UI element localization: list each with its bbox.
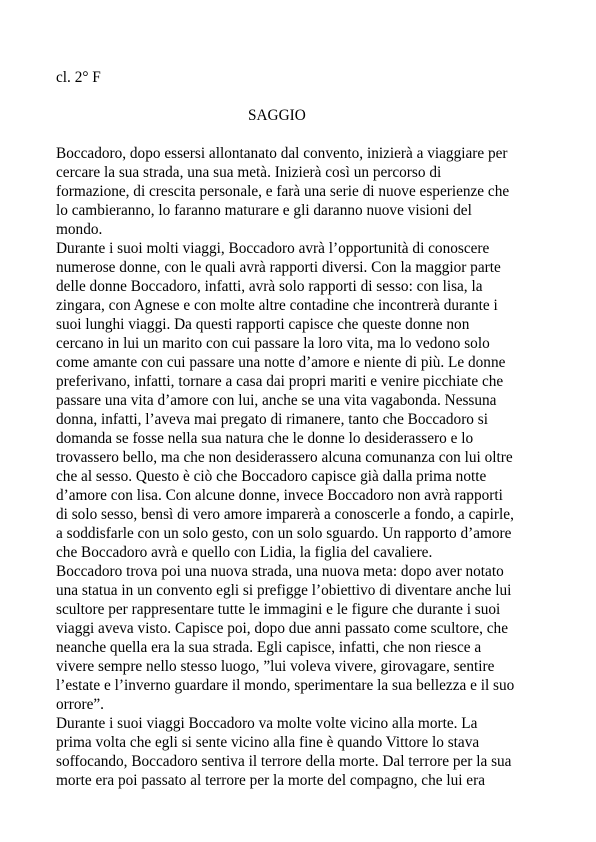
document-page [56, 68, 526, 790]
text-line: formazione, di crescita personale, e farà una serie di nuove esperienze che [56, 183, 510, 200]
text-line: Durante i suoi viaggi Boccadoro va molte volte vicino alla morte. La [56, 715, 478, 732]
text-line: trovassero bello, ma che non desiderassero alcuna comunanza con lui oltre [56, 449, 513, 466]
text-line: come amante con cui passare una notte d’amore e niente di più. Le donne [56, 354, 506, 371]
text-line: che Boccadoro avrà e quello con Lidia, la figlia del cavaliere. [56, 544, 433, 561]
text-line: domanda se fosse nella sua natura che le donne lo desiderassero e lo [56, 430, 474, 447]
essay-paragraph [56, 239, 526, 562]
text-line: una statua in un convento egli si prefigge l’obiettivo di diventare anche lui [56, 582, 512, 599]
text-line: neanche quella era la sua strada. Egli capisce, infatti, che non riesce a [56, 639, 482, 656]
text-line: donna, infatti, l’aveva mai pregato di rimanere, tanto che Boccadoro si [56, 411, 488, 428]
essay-title: SAGGIO [248, 107, 306, 124]
class-label: cl. 2° F [56, 69, 101, 86]
text-line: cercano in lui un marito con cui passare la loro vita, ma lo vedono solo [56, 335, 490, 352]
text-line: zingara, con Agnese e con molte altre contadine che incontrerà durante i [56, 297, 498, 314]
text-line: orrore”. [56, 696, 104, 713]
text-line: mondo. [56, 221, 103, 238]
text-line: morte era poi passato al terrore per la morte del compagno, che lui era [56, 772, 485, 789]
text-line: lo cambieranno, lo faranno maturare e gli daranno nuove visioni del [56, 202, 472, 219]
essay-paragraph [56, 562, 526, 714]
text-line: d’amore con lisa. Con alcune donne, invece Boccadoro non avrà rapporti [56, 487, 503, 504]
text-line: suoi lunghi viaggi. Da questi rapporti capisce che queste donne non [56, 316, 470, 333]
text-line: che al sesso. Questo è ciò che Boccadoro capisce già dalla prima notte [56, 468, 487, 485]
text-line: Boccadoro, dopo essersi allontanato dal convento, inizierà a viaggiare per [56, 145, 508, 162]
essay-paragraph [56, 144, 526, 239]
text-line: cercare la sua strada, una sua metà. Inizierà così un percorso di [56, 164, 442, 181]
text-line: l’estate e l’inverno guardare il mondo, sperimentare la sua bellezza e il suo [56, 677, 515, 694]
text-line: passare una vita d’amore con lui, anche se una vita vagabonda. Nessuna [56, 392, 497, 409]
essay-body [56, 144, 526, 790]
text-line: a soddisfarle con un solo gesto, con un solo sguardo. Un rapporto d’amore [56, 525, 512, 542]
text-line: Durante i suoi molti viaggi, Boccadoro avrà l’opportunità di conoscere [56, 240, 490, 257]
essay-paragraph [56, 714, 526, 790]
text-line: prima volta che egli si sente vicino alla fine è quando Vittore lo stava [56, 734, 480, 751]
text-line: viaggi aveva visto. Capisce poi, dopo due anni passato come scultore, che [56, 620, 508, 637]
text-line: Boccadoro trova poi una nuova strada, una nuova meta: dopo aver notato [56, 563, 504, 580]
text-line: soffocando, Boccadoro sentiva il terrore della morte. Dal terrore per la sua [56, 753, 512, 770]
text-line: di solo sesso, bensì di vero amore imparerà a conoscerle a fondo, a capirle, [56, 506, 514, 523]
text-line: numerose donne, con le quali avrà rapporti diversi. Con la maggior parte [56, 259, 501, 276]
text-line: vivere sempre nello stesso luogo, ”lui voleva vivere, girovagare, sentire [56, 658, 495, 675]
text-line: scultore per rappresentare tutte le immagini e le figure che durante i suoi [56, 601, 501, 618]
text-line: delle donne Boccadoro, infatti, avrà solo rapporti di sesso: con lisa, la [56, 278, 483, 295]
text-line: preferivano, infatti, tornare a casa dai propri mariti e venire picchiate che [56, 373, 504, 390]
